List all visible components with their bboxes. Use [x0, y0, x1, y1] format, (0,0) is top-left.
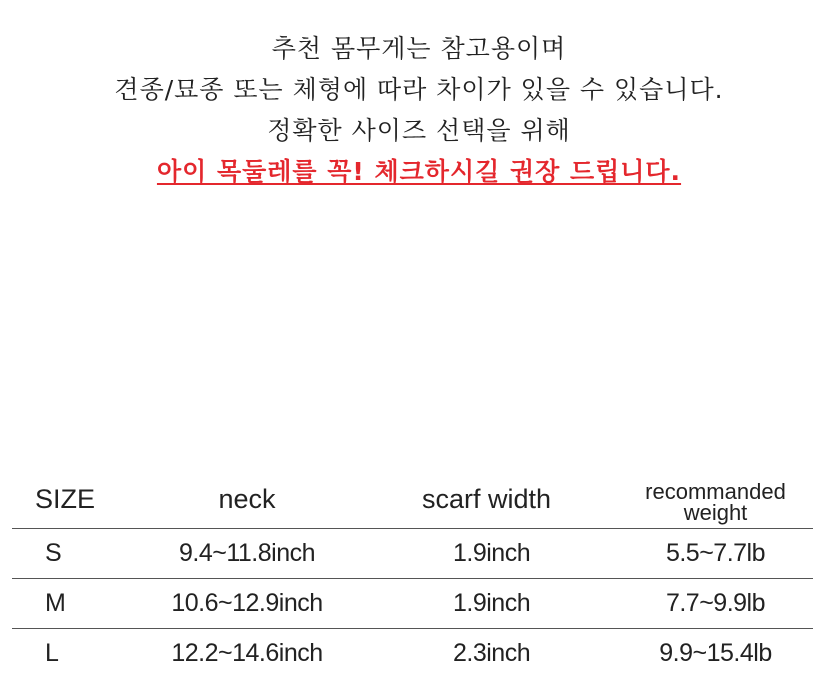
- cell-neck: 9.4~11.8inch: [96, 529, 414, 579]
- table-header-row: [12, 470, 813, 529]
- cell-neck: 12.2~14.6inch: [171, 639, 323, 667]
- table-row-s: [12, 529, 813, 579]
- notice-line-breed-difference: 견종/묘종 또는 체형에 따라 차이가 있을 수 있습니다.: [114, 75, 724, 104]
- header-size: SIZE: [12, 470, 96, 529]
- cell-weight: 7.7~9.9lb: [574, 579, 813, 629]
- cell-size: L: [45, 639, 59, 667]
- cell-weight: 5.5~7.7lb: [574, 529, 813, 579]
- notice-line-accurate-size: 정확한 사이즈 선택을 위해: [267, 116, 571, 145]
- table-row-m: [12, 579, 813, 629]
- header-weight-line-1: recommanded: [645, 479, 786, 504]
- notice-line-reference-weight: 추천 몸무게는 참고용이며: [271, 34, 567, 63]
- cell-weight: 9.9~15.4lb: [659, 639, 772, 667]
- header-weight-line-2: weight: [683, 500, 748, 525]
- cell-size: M: [12, 579, 96, 629]
- header-recommended-weight: [574, 470, 813, 529]
- cell-scarf-width: 2.3inch: [453, 639, 531, 667]
- cell-scarf-width: 1.9inch: [414, 579, 574, 629]
- cell-size: S: [12, 529, 96, 579]
- notice-line-check-neck: 아이 목둘레를 꼭! 체크하시길 권장 드립니다.: [156, 157, 682, 186]
- header-neck: neck: [96, 470, 414, 529]
- header-scarf-width: scarf width: [414, 470, 574, 529]
- size-notice: [0, 28, 838, 192]
- cell-neck: 10.6~12.9inch: [96, 579, 414, 629]
- size-chart-table: [12, 470, 813, 678]
- table-row-l: [12, 629, 813, 679]
- cell-scarf-width: 1.9inch: [414, 529, 574, 579]
